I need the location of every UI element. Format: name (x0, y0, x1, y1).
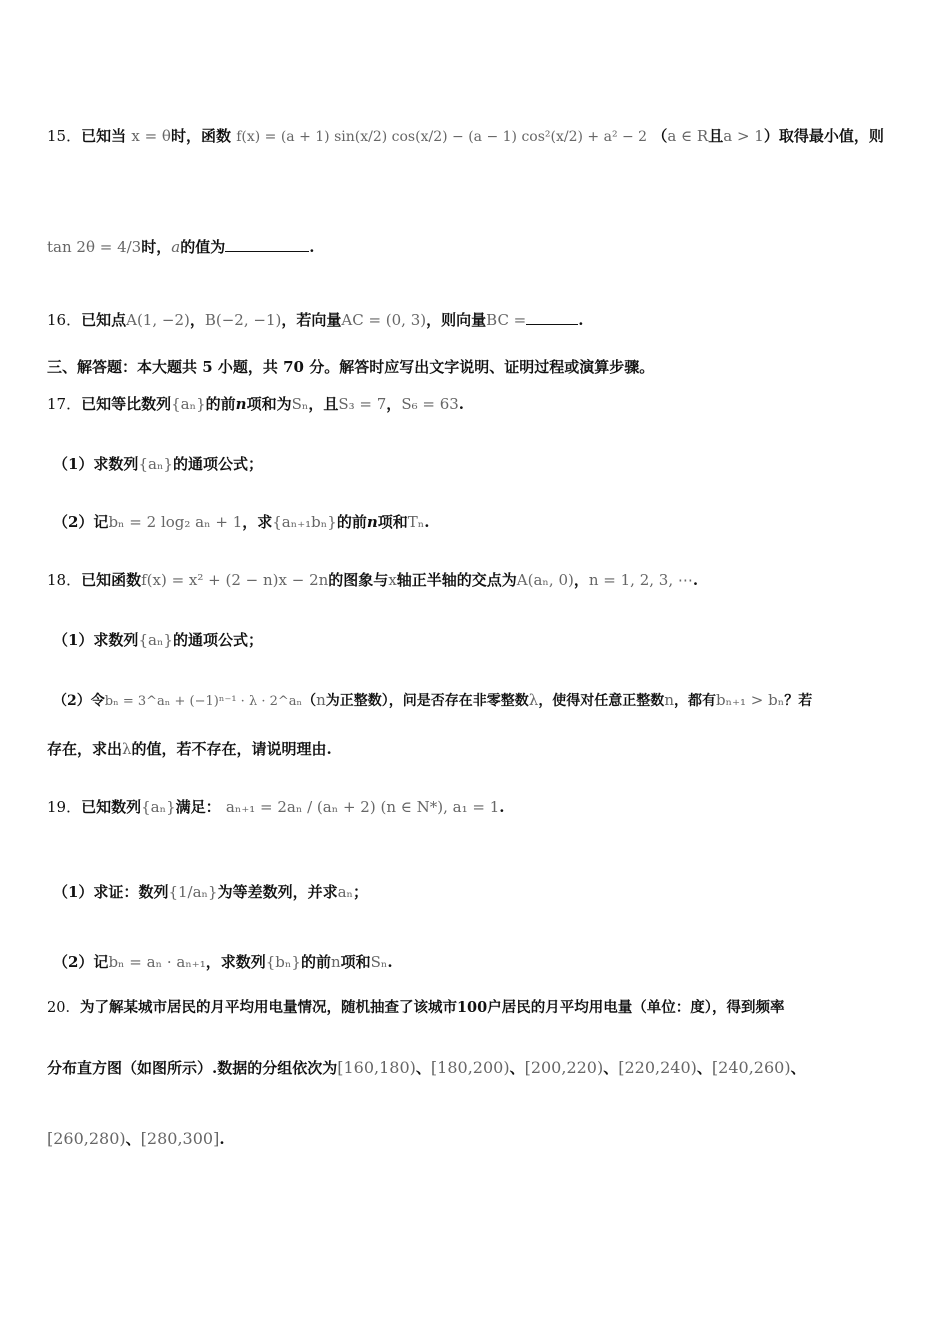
q18-part2-math-lambda: λ (528, 691, 539, 709)
q17-part2-text: 的前 (336, 513, 367, 531)
q15-line2 (47, 235, 910, 259)
q17-text: 已知等比数列 (81, 395, 172, 413)
q15-math-a: a (171, 238, 181, 256)
q17-text: . (458, 395, 465, 413)
q17-part2-math-tn: Tₙ (407, 513, 425, 531)
q19-part2-text: 项和 (340, 953, 371, 971)
q19-part2-text: （2）记 (53, 953, 109, 971)
q15-math-tan: tan 2θ = 4/3 (47, 238, 142, 256)
q20-group: [280,300] (140, 1129, 220, 1148)
q17-part2-math-seq: {aₙ₊₁bₙ} (272, 513, 337, 531)
q16-math-a: A(1, −2) (126, 311, 190, 329)
q17-text: ， (386, 395, 402, 413)
q17-part2-text: . (424, 513, 430, 531)
q18-part2-math-bn: bₙ = 3^aₙ + (−1)ⁿ⁻¹ · λ · 2^aₙ (104, 694, 303, 709)
q17-text: 项和为 (246, 395, 292, 413)
q20-group: [160,180) (337, 1058, 416, 1077)
q18-math-n: n = 1, 2, 3, ⋯ (588, 571, 693, 589)
q19-part2-math-sn: Sₙ (370, 953, 388, 971)
q19-line (47, 795, 910, 819)
q20-line3 (47, 1127, 910, 1151)
q16-math-bc: BC = (486, 311, 527, 329)
q18-part2-text: 为正整数），问是否存在非零整数 (325, 693, 529, 709)
q18-part1-math: {aₙ} (138, 631, 173, 649)
q15-text: 且 (708, 127, 724, 145)
q19-part1-text: 为等差数列，并求 (217, 883, 338, 901)
q20-text: 分布直方图（如图所示）.数据的分组依次为 (47, 1059, 338, 1077)
q17-part2-n: n (366, 513, 378, 531)
q20-sep: 、 (509, 1059, 525, 1077)
q17-math-an: {aₙ} (171, 395, 206, 413)
q18-text: 轴正半轴的交点为 (396, 571, 517, 589)
q16-math-ac: AC = (0, 3) (341, 311, 427, 329)
q17-number: 17． (47, 395, 82, 413)
q16-line (47, 308, 910, 332)
q18-part2-text: 的值，若不存在，请说明理由. (131, 740, 332, 758)
q15-math-a-in-r: a ∈ R (667, 127, 709, 145)
q17-text: 的前 (205, 395, 236, 413)
q17-line (47, 392, 910, 416)
q18-part2 (53, 688, 910, 714)
q20-line2 (47, 1056, 910, 1080)
q18-part2-text: （ (302, 693, 317, 709)
q18-math-a: A(aₙ, 0) (516, 571, 574, 589)
q19-part1-math-inv: {1/aₙ} (168, 883, 218, 901)
q15-text: 的值为 (180, 238, 226, 256)
q17-n: n (235, 395, 247, 413)
q20-line1 (47, 996, 910, 1020)
q17-part1-text: 的通项公式； (172, 455, 263, 473)
q20-text: 为了解某城市居民的月平均用电量情况，随机抽查了该城市 (79, 999, 457, 1016)
q18-part1-text: （1）求数列 (53, 631, 139, 649)
q20-text: 户居民的月平均用电量（单位：度），得到频率 (487, 999, 785, 1016)
q16-text: . (578, 311, 584, 329)
q19-part2-math-seq: {bₙ} (265, 953, 301, 971)
q20-group: [200,220) (524, 1058, 604, 1077)
q19-part1-text: （1）求证：数列 (53, 883, 169, 901)
q17-text: ，且 (308, 395, 339, 413)
q17-part2 (53, 510, 910, 534)
q15-text: 已知当 (81, 127, 127, 145)
q18-part2-math-lambda2: λ (122, 740, 132, 758)
q19-part2 (53, 950, 910, 974)
q18-part2-text: 存在，求出 (47, 740, 123, 758)
q19-part2-math-n: n (330, 953, 341, 971)
q19-math-an: {aₙ} (141, 798, 176, 816)
q20-sep: 、 (415, 1059, 431, 1077)
q19-text: 已知数列 (81, 798, 142, 816)
q20-count: 100 (456, 999, 488, 1016)
q17-part2-text: （2）记 (53, 513, 109, 531)
section-heading: 三、解答题：本大题共 5 小题，共 70 分。解答时应写出文字说明、证明过程或演算步骤。 (47, 358, 655, 376)
q17-part1-text: （1）求数列 (53, 455, 139, 473)
q19-part1-math-an: aₙ (337, 883, 354, 901)
q17-part2-math-bn: bₙ = 2 log₂ aₙ + 1 (108, 513, 243, 531)
q16-text: ，若向量 (281, 311, 342, 329)
q17-part2-text: ，求 (242, 513, 273, 531)
q16-text: ，则向量 (426, 311, 487, 329)
q18-part2-math-n2: n (664, 691, 674, 709)
q18-part2-math-ineq: bₙ₊₁ > bₙ (715, 691, 785, 709)
q15-math-x: x = θ (131, 127, 171, 145)
q20-group: [220,240) (618, 1058, 697, 1077)
q15-function: f(x) = (a + 1) sin(x/2) cos(x/2) − (a − 1) cos²(x/2) + a² − 2 (236, 129, 648, 145)
q18-math-f: f(x) = x² + (2 − n)x − 2n (141, 571, 329, 589)
q20-text: . (219, 1130, 225, 1148)
q19-part2-text: 的前 (300, 953, 331, 971)
q17-math-s3: S₃ = 7 (338, 395, 387, 413)
q20-group: [180,200) (430, 1058, 510, 1077)
q16-number: 16． (47, 311, 82, 329)
q18-part2-text: ，都有 (673, 693, 716, 709)
q15-text: . (309, 238, 315, 256)
q18-part2-text: ，使得对任意正整数 (538, 693, 665, 709)
q19-part2-math-bn: bₙ = aₙ · aₙ₊₁ (108, 953, 206, 971)
q18-text: 的图象与 (328, 571, 389, 589)
q20-sep: 、 (696, 1059, 712, 1077)
q15-text: ）取得最小值，则 (763, 127, 884, 145)
q17-math-s6: S₆ = 63 (401, 395, 459, 413)
q18-part1-text: 的通项公式； (172, 631, 263, 649)
q19-part1 (53, 880, 910, 904)
q18-part2-cont (47, 737, 910, 761)
q20-sep: 、 (790, 1059, 806, 1077)
q19-number: 19． (47, 798, 82, 816)
q18-text: 已知函数 (81, 571, 142, 589)
q19-text: 满足： (175, 798, 221, 816)
q16-text: 已知点 (81, 311, 127, 329)
q17-math-sn: Sₙ (291, 395, 309, 413)
q15-text: 时， (141, 238, 172, 256)
q19-math-recurrence: aₙ₊₁ = 2aₙ / (aₙ + 2) (n ∈ N*), a₁ = 1 (225, 798, 500, 816)
q20-sep: 、 (125, 1130, 141, 1148)
q20-group: [240,260) (711, 1058, 791, 1077)
q18-part2-text: （2）令 (53, 693, 105, 709)
q18-text: ， (573, 571, 589, 589)
q18-math-x: x (388, 571, 397, 589)
q15-math-a-gt-1: a > 1 (723, 127, 764, 145)
q17-part2-text: 项和 (377, 513, 408, 531)
q19-part2-text: . (387, 953, 393, 971)
q19-part1-text: ； (353, 883, 369, 901)
q15-number: 15． (47, 127, 82, 145)
q16-answer-blank[interactable] (526, 308, 578, 325)
q16-math-b: B(−2, −1) (204, 311, 282, 329)
q18-part1 (53, 628, 910, 652)
q20-sep: 、 (603, 1059, 619, 1077)
q18-part2-text: ？若 (784, 693, 813, 709)
q18-text: . (692, 571, 699, 589)
q20-number: 20． (47, 1000, 80, 1016)
q18-part2-math-n: n (316, 691, 326, 709)
q20-group: [260,280) (47, 1129, 126, 1148)
q15-text: （ (652, 127, 668, 145)
q15-line1 (47, 124, 910, 149)
q18-line (47, 568, 910, 592)
q16-text: ， (189, 311, 205, 329)
q19-text: . (499, 798, 505, 816)
q18-number: 18． (47, 571, 82, 589)
q15-text: 时，函数 (170, 127, 231, 145)
q17-part1 (53, 452, 910, 476)
q15-answer-blank[interactable] (225, 235, 309, 252)
q19-part2-text: ，求数列 (205, 953, 266, 971)
q17-part1-math: {aₙ} (138, 455, 173, 473)
